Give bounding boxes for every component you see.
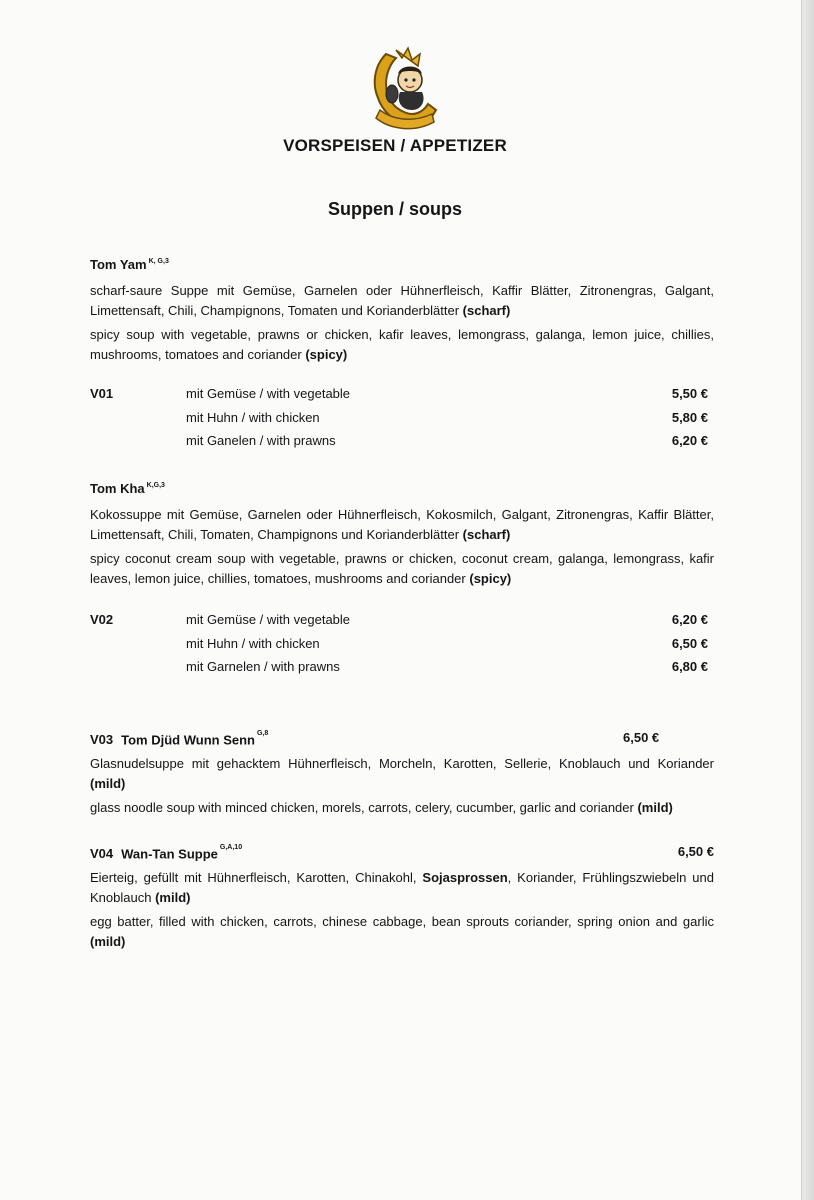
item-code: V01 <box>90 386 114 401</box>
dish-description-de: Kokossuppe mit Gemüse, Garnelen oder Hühnerfleisch, Kokosmilch, Galgant, Zitronengras, Kaffir Blätter, Limettensaft, Chili, Tomaten, Champignons und Korianderblätter (scharf) <box>90 507 714 542</box>
allergen-codes: G,A,10 <box>219 844 243 851</box>
variant-row <box>90 659 708 683</box>
variant-price: 6,20 € <box>671 433 708 448</box>
variant-price: 6,20 € <box>671 612 708 627</box>
variant-label: mit Gemüse / with vegetable <box>186 612 351 627</box>
dish-description-en: spicy soup with vegetable, prawns or chicken, kafir leaves, lemongrass, galanga, lemon juice, chillies, mushrooms, tomatoes and coriander (spicy) <box>90 327 714 362</box>
variant-row <box>90 433 708 457</box>
variant-price: 5,80 € <box>671 409 708 425</box>
dish-description-en: egg batter, filled with chicken, carrots, chinese cabbage, bean sprouts coriander, spring onion and garlic (mild) <box>90 914 714 949</box>
variant-row <box>90 410 708 434</box>
dish-description-en: spicy coconut cream soup with vegetable, prawns or chicken, coconut cream, galanga, lemongrass, kafir leaves, lemon juice, chillies, tomatoes, mushrooms and coriander (spicy) <box>90 551 714 586</box>
variant-price: 5,50 € <box>671 386 708 401</box>
variant-row <box>90 612 708 636</box>
dish-price: 6,50 € <box>623 730 660 745</box>
section-title: Suppen / soups <box>327 199 462 219</box>
thai-guardian-logo-icon <box>366 44 442 136</box>
allergen-codes: K,G,3 <box>146 482 165 489</box>
dish-description-en: glass noodle soup with minced chicken, morels, carrots, celery, cucumber, garlic and coriander (mild) <box>90 800 673 815</box>
item-code: V03 <box>90 732 114 748</box>
dish-wan-tan-suppe <box>90 842 714 952</box>
dish-name: Wan-Tan Suppe <box>121 846 218 862</box>
variant-price: 6,50 € <box>671 635 708 651</box>
allergen-codes: G,8 <box>256 730 269 737</box>
item-code: V04 <box>90 846 114 862</box>
dish-tom-djud-wunn-senn <box>90 728 714 818</box>
dish-name: Tom Yam $^{K, G,3}$ <box>90 257 169 272</box>
dish-name: Tom Kha $^{K,G,3}$ <box>90 481 165 496</box>
variant-row <box>90 386 708 410</box>
variant-label: mit Gemüse / with vegetable <box>186 386 351 401</box>
dish-tom-yam <box>90 255 714 365</box>
variants-v01 <box>90 386 708 457</box>
allergen-codes: K, G,3 <box>148 258 169 265</box>
dish-price: 6,50 € <box>677 844 714 859</box>
dish-description-de: Glasnudelsuppe mit gehacktem Hühnerfleisch, Morcheln, Karotten, Sellerie, Knoblauch und Koriander (mild) <box>90 756 714 791</box>
variant-label: mit Huhn / with chicken <box>186 635 320 651</box>
variant-label: mit Ganelen / with prawns <box>186 433 336 448</box>
variant-label: mit Garnelen / with prawns <box>186 659 340 674</box>
variant-price: 6,80 € <box>671 659 708 674</box>
page-title: VORSPEISEN / APPETIZER <box>283 136 507 155</box>
item-code: V02 <box>90 612 114 627</box>
variants-v02 <box>90 612 708 683</box>
dish-description-de: Eierteig, gefüllt mit Hühnerfleisch, Karotten, Chinakohl, Sojasprossen, Koriander, Frühlingszwiebeln und Knoblauch (mild) <box>90 870 714 905</box>
variant-row <box>90 636 708 660</box>
dish-header <box>90 842 714 862</box>
variant-label: mit Huhn / with chicken <box>186 409 320 425</box>
dish-description-de: scharf-saure Suppe mit Gemüse, Garnelen oder Hühnerfleisch, Kaffir Blätter, Zitronengras, Galgant, Limettensaft, Chili, Champignons, Tomaten und Korianderblätter (scharf) <box>90 283 714 318</box>
dish-name: Tom Djüd Wunn Senn <box>121 732 255 748</box>
dish-header <box>90 728 714 748</box>
dish-tom-kha <box>90 479 714 589</box>
page-edge <box>801 0 814 1200</box>
